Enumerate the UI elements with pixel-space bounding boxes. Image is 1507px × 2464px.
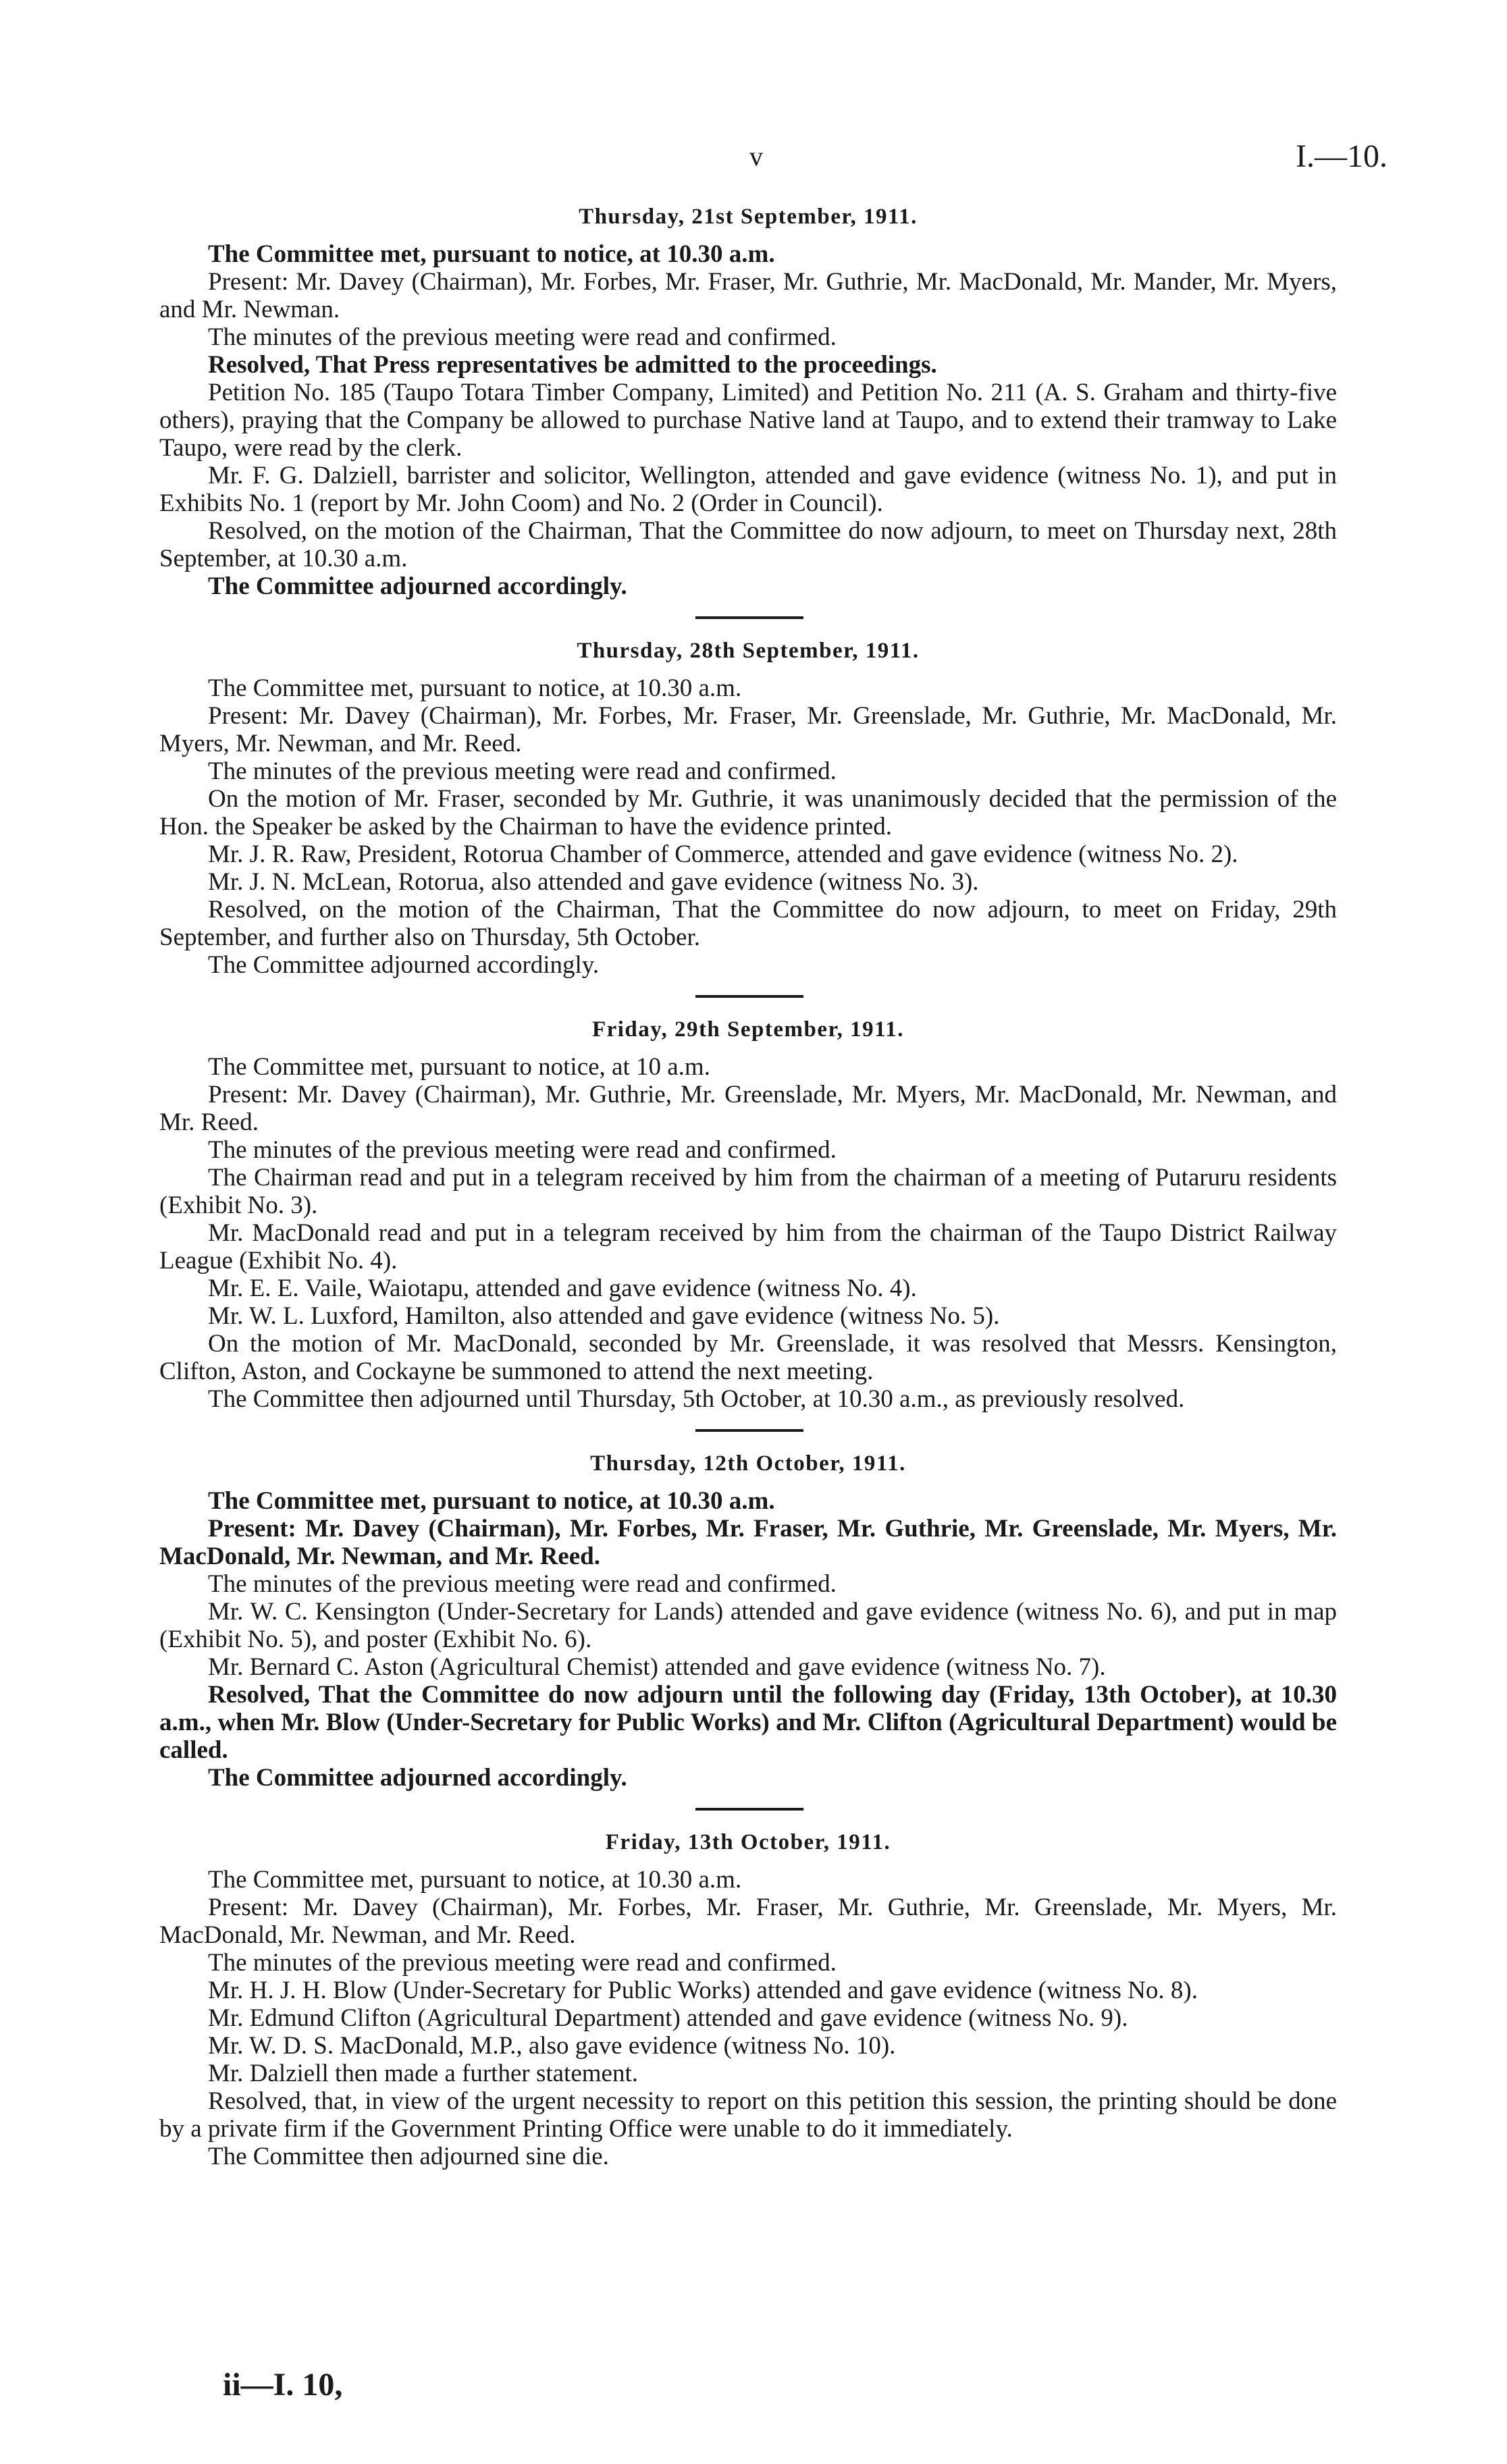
meeting-13-october: [159, 1828, 1337, 2170]
adjourned: The Committee adjourned accordingly.: [208, 951, 600, 979]
adjourned: The Committee then adjourned until Thursday, 5th October, at 10.30 a.m., as previously resolved.: [208, 1385, 1185, 1413]
witness-evidence: Mr. W. D. S. MacDonald, M.P., also gave evidence (witness No. 10).: [208, 2032, 896, 2060]
resolution-adjourn: Resolved, on the motion of the Chairman, That the Committee do now adjourn, to meet on Thursday next, 28th September, at 10.30 a.m.: [159, 517, 1337, 572]
members-present: Present: Mr. Davey (Chairman), Mr. Forbes, Mr. Fraser, Mr. Greenslade, Mr. Guthrie, Mr. MacDonald, Mr. Myers, Mr. Newman, and Mr. Reed.: [159, 702, 1337, 757]
members-present: Present: Mr. Davey (Chairman), Mr. Guthrie, Mr. Greenslade, Mr. Myers, Mr. MacDonald, Mr. Newman, and Mr. Reed.: [159, 1081, 1337, 1136]
section-divider: [159, 1413, 1337, 1449]
motion-print-evidence: On the motion of Mr. Fraser, seconded by Mr. Guthrie, it was unanimously decided that the permission of the Hon. the Speaker be asked by the Chairman to have the evidence printed.: [159, 785, 1337, 840]
page-number: v: [749, 141, 763, 171]
witness-evidence: Mr. H. J. H. Blow (Under-Secretary for Public Works) attended and gave evidence (witness No. 8).: [208, 1977, 1198, 2004]
witness-evidence: Mr. J. R. Raw, President, Rotorua Chamber of Commerce, attended and gave evidence (witness No. 2).: [208, 840, 1238, 868]
witness-evidence: Mr. J. N. McLean, Rotorua, also attended and gave evidence (witness No. 3).: [208, 868, 979, 896]
petitions-read: Petition No. 185 (Taupo Totara Timber Company, Limited) and Petition No. 211 (A. S. Graham and thirty-five others), praying that the Company be allowed to purchase Native land at Taupo, and to extend their tramway to Lake Taupo, were read by the clerk.: [159, 379, 1337, 462]
section-divider: [159, 979, 1337, 1015]
minutes-confirmed: The minutes of the previous meeting were read and confirmed.: [208, 1136, 837, 1164]
meeting-heading: Friday, 13th October, 1911.: [605, 1830, 891, 1854]
minutes-confirmed: The minutes of the previous meeting were read and confirmed.: [208, 323, 837, 351]
motion-summon: On the motion of Mr. MacDonald, seconded by Mr. Greenslade, it was resolved that Messrs. Kensington, Clifton, Aston, and Cockayne be summoned to attend the next meeting.: [159, 1330, 1337, 1385]
resolution-adjourn: Resolved, on the motion of the Chairman, That the Committee do now adjourn, to meet on Friday, 29th September, and further also on Thursday, 5th October.: [159, 896, 1337, 951]
minutes-confirmed: The minutes of the previous meeting were read and confirmed.: [208, 1949, 837, 1977]
minutes-confirmed: The minutes of the previous meeting were read and confirmed.: [208, 1570, 837, 1598]
meeting-opening: The Committee met, pursuant to notice, at 10.30 a.m.: [208, 674, 742, 702]
telegram-exhibit: Mr. MacDonald read and put in a telegram received by him from the chairman of the Taupo District Railway League (Exhibit No. 4).: [159, 1219, 1337, 1275]
meeting-heading: Thursday, 28th September, 1911.: [577, 639, 920, 663]
telegram-exhibit: The Chairman read and put in a telegram received by him from the chairman of a meeting of Putaruru residents (Exhibit No. 3).: [159, 1164, 1337, 1219]
members-present: Present: Mr. Davey (Chairman), Mr. Forbes, Mr. Fraser, Mr. Guthrie, Mr. Greenslade, Mr. Myers, Mr. MacDonald, Mr. Newman, and Mr. Reed.: [159, 1894, 1337, 1949]
section-divider: [159, 600, 1337, 637]
witness-evidence: Mr. Bernard C. Aston (Agricultural Chemist) attended and gave evidence (witness No. 7).: [208, 1653, 1106, 1681]
adjourned: The Committee adjourned accordingly.: [208, 572, 627, 600]
section-divider: [159, 1792, 1337, 1828]
resolution-adjourn: Resolved, That the Committee do now adjourn until the following day (Friday, 13th October), at 10.30 a.m., when Mr. Blow (Under-Secretary for Public Works) and Mr. Clifton (Agricultural Department) would be called.: [159, 1681, 1337, 1764]
meeting-heading: Friday, 29th September, 1911.: [591, 1017, 905, 1042]
meeting-heading: Thursday, 21st September, 1911.: [579, 205, 918, 229]
meeting-opening: The Committee met, pursuant to notice, at 10 a.m.: [208, 1053, 710, 1081]
witness-evidence: Mr. Edmund Clifton (Agricultural Department) attended and gave evidence (witness No. 9).: [208, 2004, 1128, 2032]
resolution-printing: Resolved, that, in view of the urgent necessity to report on this petition this session, the printing should be done by a private firm if the Government Printing Office were unable to do it immediately.: [159, 2087, 1337, 2143]
resolution-press: Resolved, That Press representatives be admitted to the proceedings.: [208, 351, 937, 379]
members-present: Present: Mr. Davey (Chairman), Mr. Forbes, Mr. Fraser, Mr. Guthrie, Mr. Greenslade, Mr. Myers, Mr. MacDonald, Mr. Newman, and Mr. Reed.: [159, 1515, 1337, 1570]
meeting-12-october: [159, 1449, 1337, 1792]
meeting-opening: The Committee met, pursuant to notice, at 10.30 a.m.: [208, 1487, 775, 1515]
further-statement: Mr. Dalziell then made a further statement.: [208, 2060, 638, 2087]
witness-evidence: Mr. F. G. Dalziell, barrister and solicitor, Wellington, attended and gave evidence (witness No. 1), and put in Exhibits No. 1 (report by Mr. John Coom) and No. 2 (Order in Council).: [159, 462, 1337, 517]
witness-evidence: Mr. W. L. Luxford, Hamilton, also attended and gave evidence (witness No. 5).: [208, 1302, 1000, 1330]
document-code: I.—10.: [1296, 138, 1387, 174]
members-present: Present: Mr. Davey (Chairman), Mr. Forbes, Mr. Fraser, Mr. Guthrie, Mr. MacDonald, Mr. Mander, Mr. Myers, and Mr. Newman.: [159, 268, 1337, 323]
meeting-heading: Thursday, 12th October, 1911.: [590, 1451, 906, 1476]
meeting-21-september: [159, 203, 1337, 600]
meeting-opening: The Committee met, pursuant to notice, at 10.30 a.m.: [208, 240, 775, 268]
meeting-28-september: [159, 637, 1337, 979]
witness-evidence: Mr. W. C. Kensington (Under-Secretary for Lands) attended and gave evidence (witness No. 6), and put in map (Exhibit No. 5), and poster (Exhibit No. 6).: [159, 1598, 1337, 1653]
adjourned: The Committee then adjourned sine die.: [208, 2143, 609, 2170]
meeting-opening: The Committee met, pursuant to notice, at 10.30 a.m.: [208, 1866, 742, 1894]
minutes-body: [159, 203, 1337, 2170]
meeting-29-september: [159, 1015, 1337, 1413]
witness-evidence: Mr. E. E. Vaile, Waiotapu, attended and gave evidence (witness No. 4).: [208, 1275, 917, 1302]
signature-mark: ii—I. 10,: [223, 2367, 343, 2403]
minutes-confirmed: The minutes of the previous meeting were read and confirmed.: [208, 757, 837, 785]
adjourned: The Committee adjourned accordingly.: [208, 1764, 627, 1792]
